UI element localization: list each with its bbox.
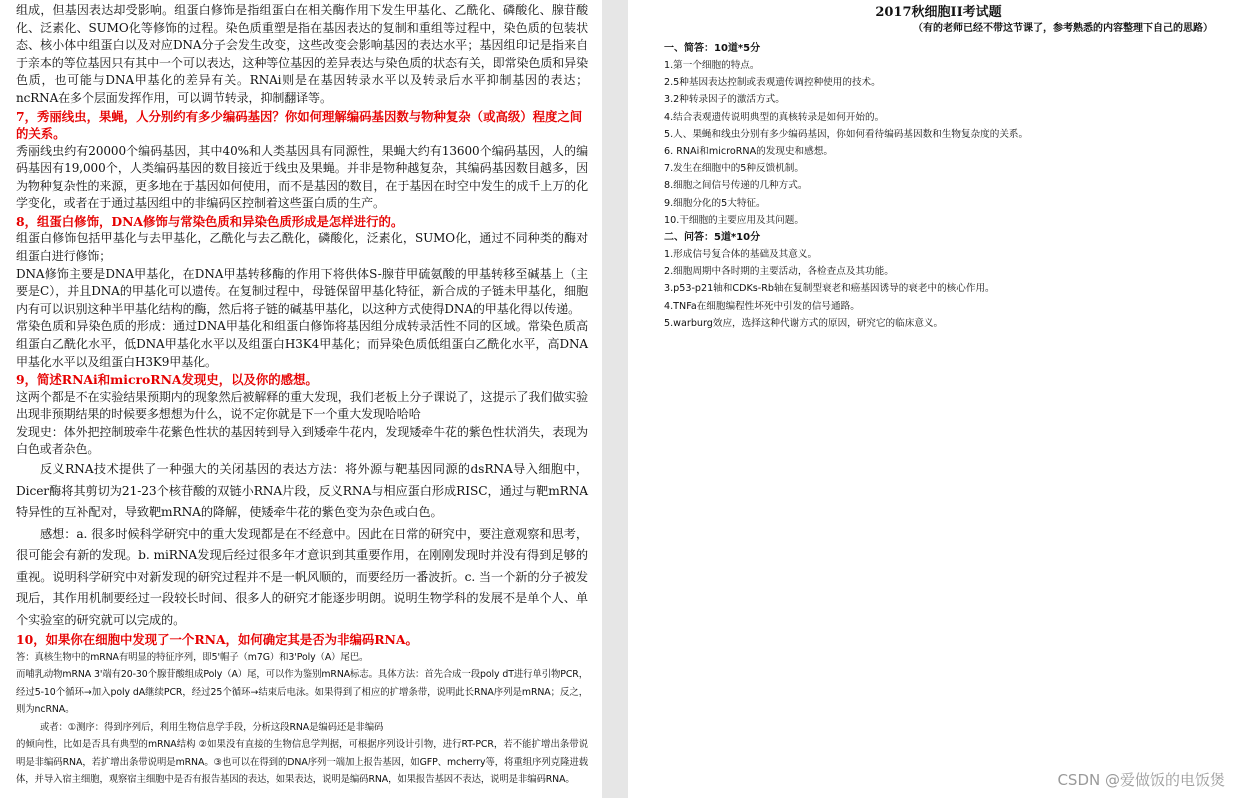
answer-8-dna-paragraph: DNA修饰主要是DNA甲基化，在DNA甲基转移酶的作用下将供体S-腺苷甲硫氨酸的甲基转移至碱基上（主要是C），并且DNA的甲基化可以遗传。在复制过程中，母链保留甲基化特征，新合成的子链未甲基化，细胞内有可以识别这种半甲基化结构的酶，然后将子链的碱基甲基化，以这种方式使得DNA的甲基化得以传递。 [16, 266, 588, 316]
question-8-heading: 8，组蛋白修饰，DNA修饰与常染色质和异染色质形成是怎样进行的。 [16, 213, 404, 229]
paragraph-epigenetics: 组成，但基因表达却受影响。组蛋白修饰是指组蛋白在相关酶作用下发生甲基化、乙酰化、磷酸化、腺苷酸化、泛素化、SUMO化等修饰的过程。染色质重塑是指在基因表达的复制和重组等过程中，染色质的包装状态、核小体中组蛋白以及对应DNA分子会发生改变，这些改变会影响基因的表达水平；基因组印记是指来自于亲本的等位基因只有其中一个可以表达，这种等位基因的差异表达与染色质的状态有关，即常染色质和异染色质，也可能与DNA甲基化的差异有关。RNAi则是在基因转录水平以及转录后水平抑制基因的表达；ncRNA在多个层面发挥作用，可以调节转录，抑制翻译等。 [16, 3, 588, 105]
section-2-list [664, 246, 1213, 332]
exam-title: 2017秋细胞II考试题 [875, 5, 1002, 20]
question-9-heading: 9，简述RNAi和microRNA发现史，以及你的感想。 [16, 372, 318, 388]
answer-10-alternative-paragraph: 的倾向性，比如是否具有典型的mRNA结构 ②如果没有直接的生物信息学判据，可根据序列设计引物，进行RT-PCR，若不能扩增出条带说明是非编码RNA，若扩增出条带说明是mRNA。③也可以在得到的DNA序列一端加上报告基因，如GFP、mcherry等，将重组序列克隆进载体，并导入宿主细胞，观察宿主细胞中是否有报告基因的表达，如果表达，说明是编码RNA，如果报告基因不表达，说明是非编码RNA。 [16, 739, 588, 786]
answer-8-histone-paragraph: 组蛋白修饰包括甲基化与去甲基化，乙酰化与去乙酰化，磷酸化，泛素化，SUMO化，通过不同种类的酶对组蛋白进行修饰； [16, 231, 588, 264]
answer-9-history-paragraph: 发现史：体外把控制玻牵牛花紫色性状的基因转到导入到矮牵牛花内，发现矮牵牛花的紫色性状消失，表现为白色或者杂色。 [16, 424, 588, 457]
answer-10-intro: 答：真核生物中的mRNA有明显的特征序列，即5'帽子（m7G）和3'Poly（A）尾巴。 [16, 651, 369, 663]
answer-9-thoughts-paragraph: 感想：a. 很多时候科学研究中的重大发现都是在不经意中。因此在日常的研究中，要注意观察和思考，很可能会有新的发现。b. miRNA发现后经过很多年才意识到其重要作用，在刚刚发现时并没有得到足够的重视。说明科学研究中对新发现的研究过程并不是一帆风顺的，而要经历一番波折。c. 当一个新的分子被发现后，其作用机制要经过一段较长时间、很多人的研究才能逐步明朗。说明生物学科的发展不是单个人、单个实验室的研究就可以完成的。 [16, 526, 588, 627]
list-item: 5.人、果蝇和线虫分别有多少编码基因，你如何看待编码基因数和生物复杂度的关系。 [664, 128, 1029, 140]
list-item: 10.干细胞的主要应用及其问题。 [664, 214, 804, 226]
answer-8-chromatin-paragraph: 常染色质和异染色质的形成：通过DNA甲基化和组蛋白修饰将基因组分成转录活性不同的区域。常染色质高组蛋白乙酰化水平，低DNA甲基化水平以及组蛋白H3K4甲基化；而异染色质低组蛋白乙酰化水平，高DNA甲基化水平以及组蛋白H3K9甲基化。 [16, 319, 588, 369]
list-item: 1.第一个细胞的特点。 [664, 60, 760, 71]
section-2-heading: 二、问答：5道*10分 [664, 232, 761, 244]
list-item: 7.发生在细胞中的5种反馈机制。 [664, 163, 804, 175]
csdn-watermark: CSDN @爱做饭的电饭煲 [1057, 771, 1225, 789]
list-item: 6. RNAi和microRNA的发现史和感想。 [664, 146, 833, 158]
answer-10-alternative-intro: 或者：①测序：得到序列后，利用生物信息学手段，分析这段RNA是编码还是非编码 [40, 721, 384, 733]
list-item: 4.TNFa在细胞编程性坏死中引发的信号通路。 [664, 300, 860, 312]
list-item: 2.5种基因表达控制或表观遗传调控种使用的技术。 [664, 77, 881, 89]
answer-9-antisense-paragraph: 反义RNA技术提供了一种强大的关闭基因的表达方法：将外源与靶基因同源的dsRNA导入细胞中，Dicer酶将其剪切为21-23个核苷酸的双链小RNA片段，反义RNA与相应蛋白形成RISC，通过与靶mRNA特异性的互补配对，导致靶mRNA的降解，使矮牵牛花的紫色变为杂色或白色。 [16, 462, 588, 520]
list-item: 8.细胞之间信号传递的几种方式。 [664, 180, 808, 192]
list-item: 5.warburg效应，选择这种代谢方式的原因，研究它的临床意义。 [664, 317, 944, 329]
section-1-list [664, 57, 1213, 229]
question-10-heading: 10，如果你在细胞中发现了一个RNA，如何确定其是否为非编码RNA。 [16, 632, 418, 648]
list-item: 9.细胞分化的5大特征。 [664, 197, 766, 209]
list-item: 2.细胞周期中各时期的主要活动，各检查点及其功能。 [664, 266, 894, 278]
left-document-page [0, 0, 602, 798]
list-item: 1.形成信号复合体的基础及其意义。 [664, 249, 818, 261]
list-item: 3.2种转录因子的激活方式。 [664, 94, 785, 106]
list-item: 3.p53-p21轴和CDKs-Rb轴在复制型衰老和癌基因诱导的衰老中的核心作用。 [664, 283, 995, 295]
answer-7-paragraph: 秀丽线虫约有20000个编码基因，其中40%和人类基因具有同源性，果蝇大约有13600个编码基因，人的编码基因有19,000个，人类编码基因的数目接近于线虫及果蝇。并非是物种越复杂，其编码基因数目越多，因为物种复杂性的来源，更多地在于基因如何使用，而不是基因的数目，在于基因在时空中发生的成千上万的化学变化，或者在于通过基因组中的非编码区控制着这些蛋白质的生产。 [16, 143, 588, 211]
list-item: 4.结合表观遗传说明典型的真核转录是如何开始的。 [664, 111, 885, 123]
exam-subtitle: （有的老师已经不带这节课了，参考熟悉的内容整理下自己的思路） [913, 23, 1213, 34]
answer-9-intro-paragraph: 这两个都是不在实验结果预期内的现象然后被解释的重大发现，我们老板上分子课说了，这提示了我们做实验出现非预期结果的时候要多想想为什么，说不定你就是下一个重大发现哈哈哈 [16, 389, 588, 422]
right-document-page [628, 0, 1233, 798]
answer-10-method-paragraph: 而哺乳动物mRNA 3'端有20-30个腺苷酸组成Poly（A）尾，可以作为鉴别mRNA标志。具体方法：首先合成一段poly dT进行单引物PCR，经过5-10个循环→加入poly dA继续PCR，经过25个循环→结束后电泳。如果得到了相应的扩增条带，说明此长RNA序列是mRNA；反之，则为ncRNA。 [16, 669, 588, 716]
question-7-heading: 7，秀丽线虫，果蝇，人分别约有多少编码基因？你如何理解编码基因数与物种复杂（或高级）程度之间的关系。 [16, 108, 583, 142]
section-1-heading: 一、简答：10道*5分 [664, 43, 761, 54]
